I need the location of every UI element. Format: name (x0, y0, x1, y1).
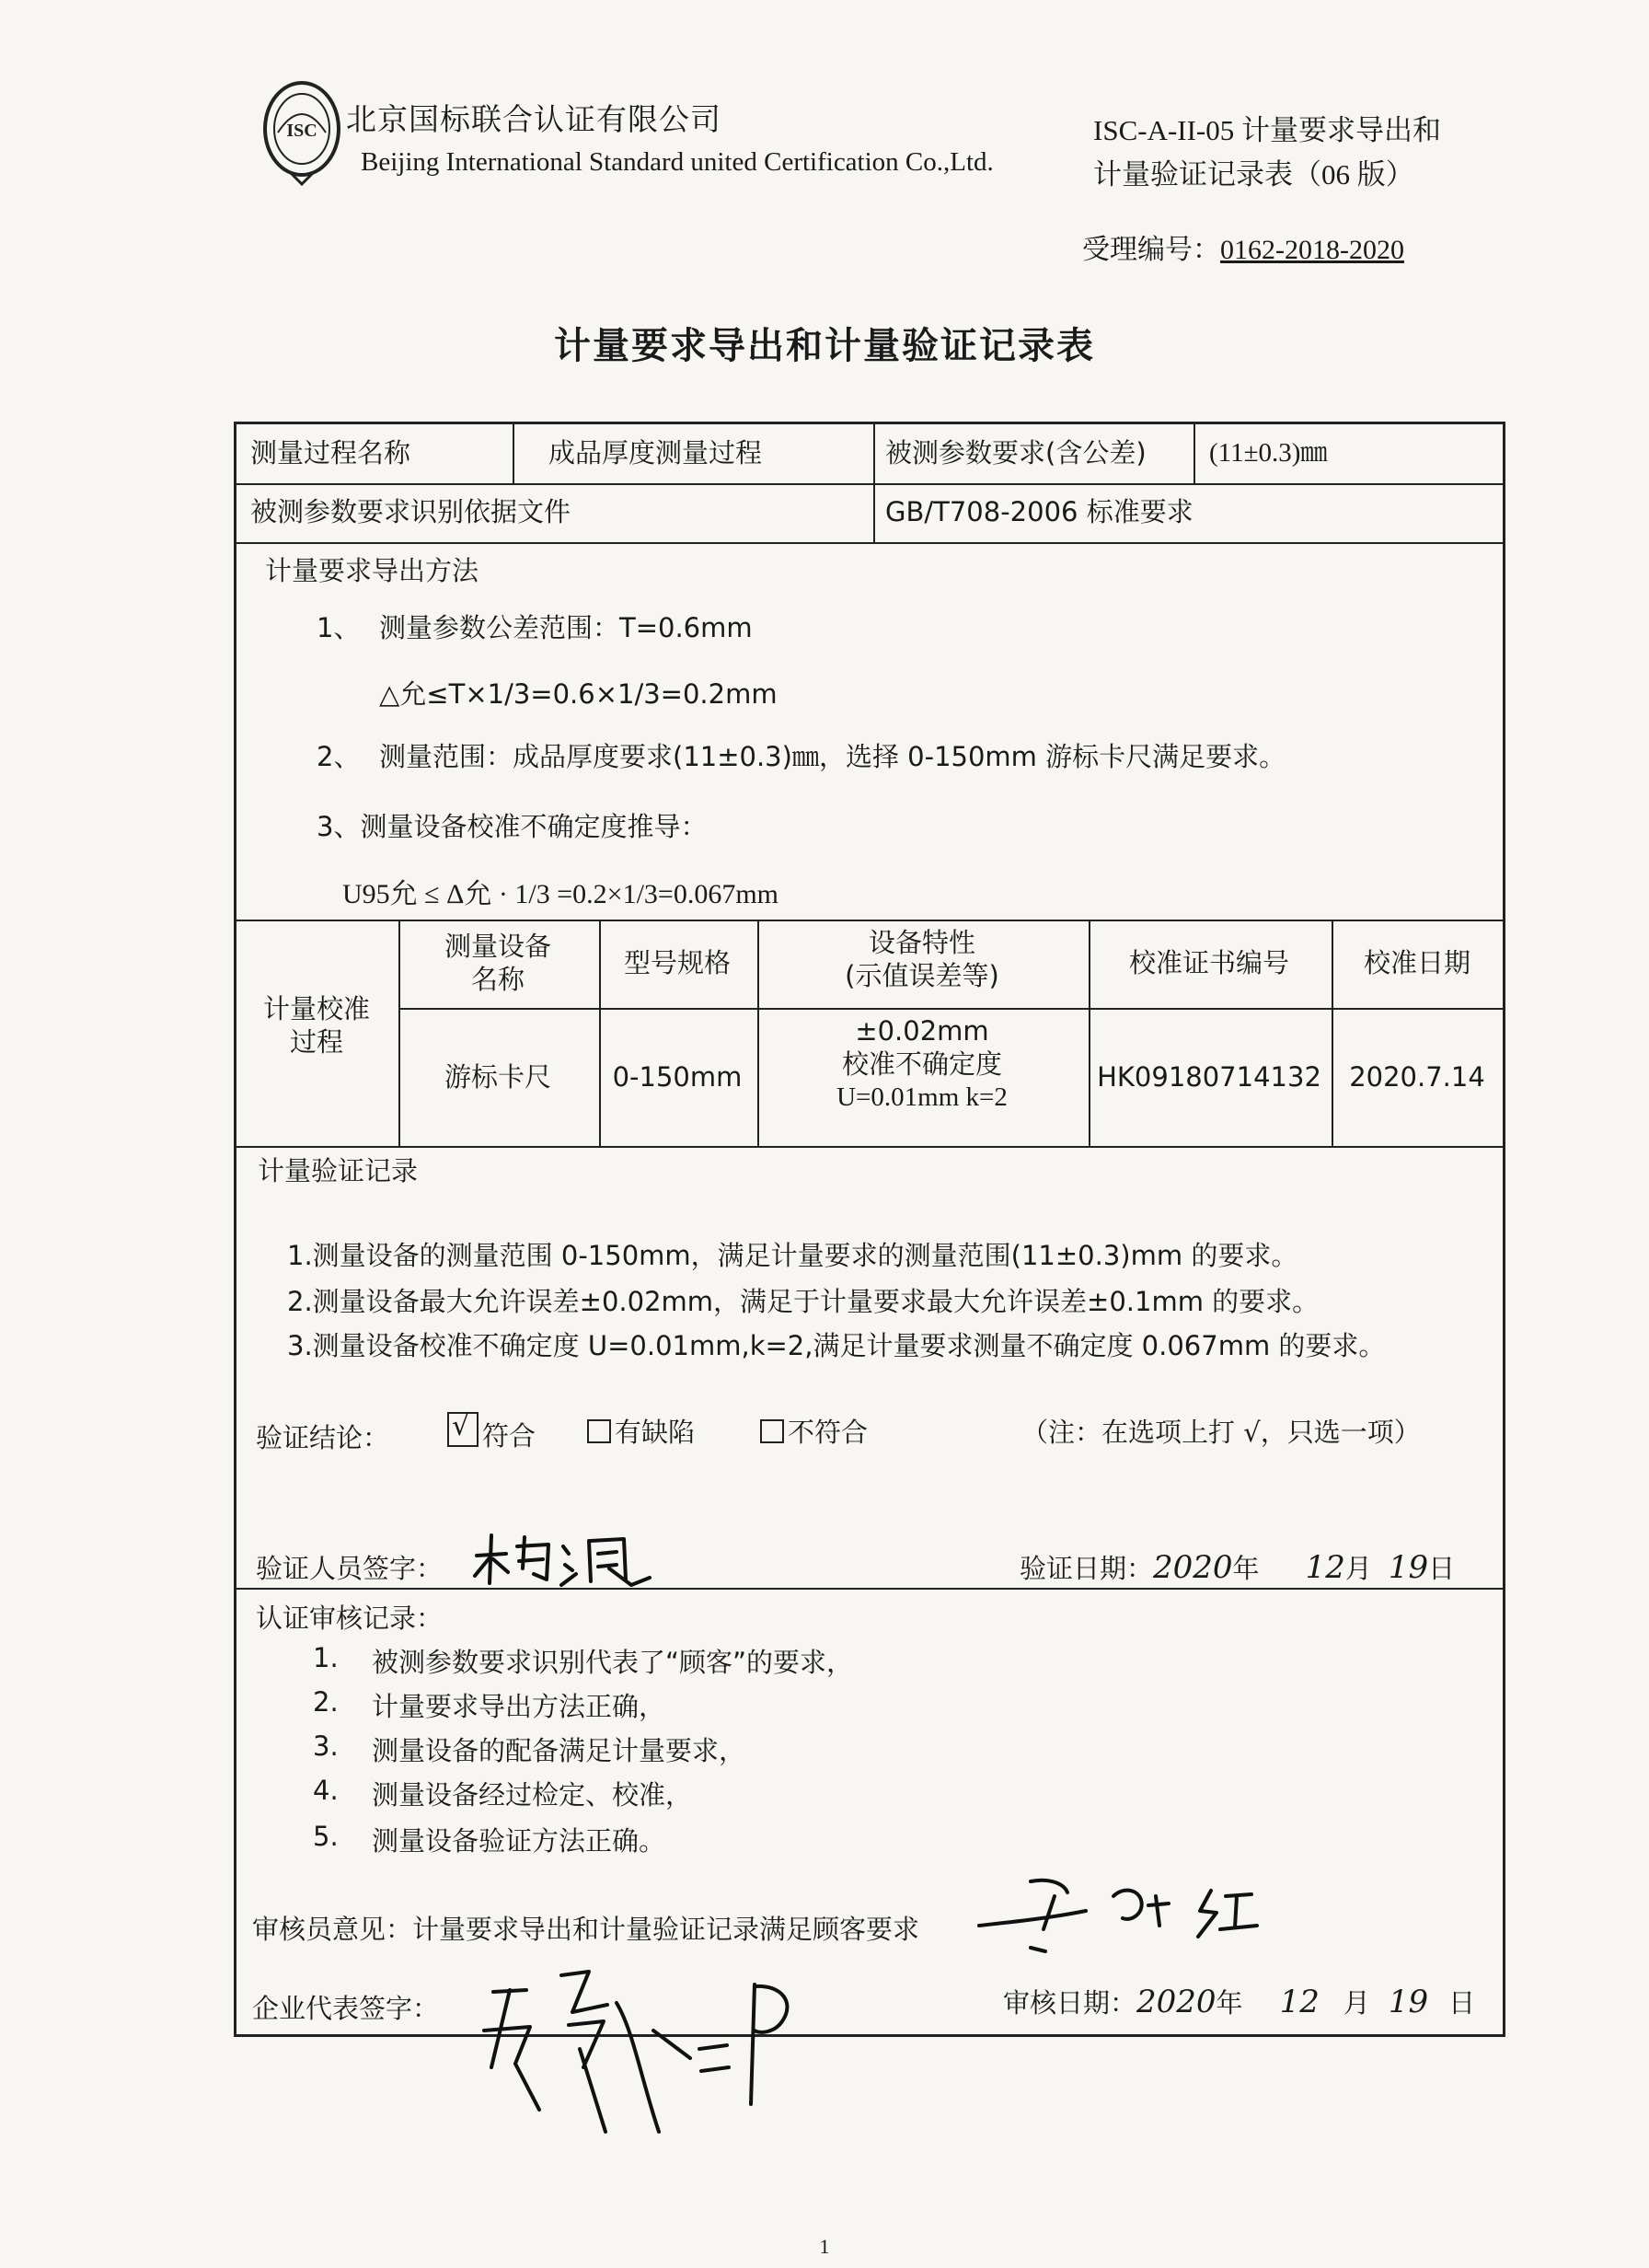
derivation-item-1-number: 1、 (317, 612, 361, 643)
derivation-item-3: 3、测量设备校准不确定度推导： (317, 811, 708, 842)
header-device-line1: 测量设备 (444, 931, 551, 962)
review-item-5-number: 5. (313, 1821, 339, 1852)
header-char-line2: (示值误差等) (845, 960, 999, 991)
char-uncertainty-label: 校准不确定度 (841, 1048, 1002, 1080)
verification-year-unit: 年 (1232, 1553, 1260, 1584)
header-device-line2: 名称 (470, 964, 525, 995)
acceptance-value: 0162-2018-2020 (1220, 235, 1404, 265)
review-item-1: 被测参数要求识别代表了“顾客”的要求， (372, 1647, 854, 1678)
verification-day-unit: 日 (1428, 1553, 1456, 1584)
isc-logo (259, 77, 344, 186)
header-device-name (398, 930, 598, 996)
calibration-label-line2: 过程 (289, 1026, 343, 1058)
row-divider (236, 920, 1505, 921)
row-divider (236, 483, 1505, 485)
svg-text:ISC: ISC (286, 121, 317, 141)
derivation-item-2-number: 2、 (317, 741, 361, 772)
verification-item-1: 1.测量设备的测量范围 0-150mm，满足计量要求的测量范围(11±0.3)mm 的要求。 (287, 1240, 1298, 1271)
review-item-4: 测量设备经过检定、校准， (372, 1779, 693, 1811)
verification-date (1020, 1548, 1455, 1586)
verification-date-day: 19 (1388, 1549, 1429, 1586)
form-code-line1: ISC-A-II-05 计量要求导出和 (1093, 114, 1441, 146)
col-divider (1194, 424, 1195, 483)
device-name-cell: 游标卡尺 (444, 1061, 551, 1093)
option-conform-label: 符合 (482, 1420, 536, 1452)
checkbox-icon[interactable] (587, 1419, 611, 1443)
option-defect-label: 有缺陷 (615, 1417, 696, 1448)
process-name-label: 测量过程名称 (250, 437, 411, 469)
certificate-number-cell: HK09180714132 (1097, 1061, 1321, 1093)
acceptance-number (1082, 226, 1404, 267)
selection-note: （注：在选项上打 √，只选一项） (1021, 1417, 1421, 1448)
verification-date-label: 验证日期： (1020, 1553, 1154, 1584)
auditor-opinion-label: 审核员意见： (252, 1914, 413, 1945)
verification-item-2: 2.测量设备最大允许误差±0.02mm，满足于计量要求最大允许误差±0.1mm 的要求。 (287, 1286, 1320, 1317)
form-code (1093, 109, 1441, 197)
calibration-date-cell: 2020.7.14 (1349, 1061, 1485, 1093)
header-model: 型号规格 (623, 947, 731, 978)
row-divider (236, 542, 1505, 544)
company-rep-signature-label: 企业代表签字： (252, 1993, 440, 2024)
formula-allowed-error: △允≤T×1/3=0.6×1/3=0.2mm (379, 678, 778, 710)
auditor-signature (975, 1869, 1279, 1970)
row-divider (236, 1146, 1505, 1148)
acceptance-label: 受理编号： (1082, 234, 1220, 266)
header-certificate-number: 校准证书编号 (1128, 947, 1289, 978)
review-date-label: 审核日期： (1003, 1987, 1137, 2019)
review-item-4-number: 4. (313, 1775, 339, 1806)
header-calibration-date: 校准日期 (1363, 947, 1470, 978)
review-heading: 认证审核记录： (256, 1603, 444, 1634)
process-name-value: 成品厚度测量过程 (548, 437, 763, 469)
review-item-2: 计量要求导出方法正确， (372, 1691, 666, 1722)
document-title: 计量要求导出和计量验证记录表 (554, 325, 1095, 367)
verification-item-3: 3.测量设备校准不确定度 U=0.01mm,k=2,满足计量要求测量不确定度 0.067mm 的要求。 (287, 1330, 1386, 1361)
verification-month-unit: 月 (1344, 1553, 1372, 1584)
derivation-item-1: 测量参数公差范围：T=0.6mm (379, 612, 753, 643)
verification-date-month: 12 (1305, 1549, 1345, 1586)
characteristics-cell (756, 1014, 1088, 1114)
company-name-cn: 北京国标联合认证有限公司 (346, 101, 721, 137)
calibration-section-label (236, 992, 398, 1059)
review-month-unit: 月 (1343, 1987, 1370, 2019)
verification-date-year: 2020 (1153, 1549, 1233, 1586)
option-nonconform-label: 不符合 (788, 1417, 869, 1448)
basis-document-value: GB/T708-2006 标准要求 (885, 496, 1194, 527)
auditor-opinion-text: 计量要求导出和计量验证记录满足顾客要求 (412, 1914, 920, 1945)
review-item-3: 测量设备的配备满足计量要求， (372, 1735, 746, 1766)
review-item-3-number: 3. (313, 1730, 339, 1762)
derivation-item-2: 测量范围：成品厚度要求(11±0.3)㎜，选择 0-150mm 游标卡尺满足要求。 (379, 741, 1286, 772)
auditor-opinion (252, 1909, 919, 1947)
review-date-day: 19 (1388, 1984, 1429, 2020)
conclusion-label: 验证结论： (256, 1422, 390, 1453)
company-rep-signature (479, 1948, 847, 2150)
parameter-requirement-label: 被测参数要求(含公差) (885, 437, 1147, 469)
basis-document-label: 被测参数要求识别依据文件 (250, 496, 571, 527)
calibration-label-line1: 计量校准 (262, 993, 370, 1024)
review-item-1-number: 1. (313, 1642, 339, 1673)
row-divider (398, 1008, 1505, 1010)
verification-heading: 计量验证记录 (258, 1155, 419, 1186)
derivation-heading: 计量要求导出方法 (265, 555, 479, 586)
header-characteristics (756, 926, 1088, 992)
model-cell: 0-150mm (612, 1061, 743, 1093)
review-date-month: 12 (1279, 1984, 1320, 2020)
review-date-year: 2020 (1136, 1984, 1217, 2020)
company-name-en: Beijing International Standard united Certification Co.,Ltd. (361, 147, 994, 177)
char-uncertainty-value: U=0.01mm k=2 (836, 1082, 1008, 1112)
option-conform[interactable] (447, 1412, 536, 1453)
option-nonconform[interactable] (760, 1412, 868, 1450)
form-code-line2: 计量验证记录表（06 版） (1093, 158, 1414, 191)
review-item-5: 测量设备验证方法正确。 (372, 1825, 666, 1857)
char-error: ±0.02mm (855, 1015, 989, 1047)
checkbox-icon[interactable] (760, 1419, 784, 1443)
formula-uncertainty: U95允 ≤ Δ允 · 1/3 =0.2×1/3=0.067mm (342, 879, 779, 909)
review-date (1003, 1983, 1475, 2020)
review-day-unit: 日 (1448, 1987, 1476, 2019)
row-divider (236, 1588, 1505, 1590)
review-year-unit: 年 (1216, 1987, 1243, 2019)
parameter-requirement-value: (11±0.3)㎜ (1209, 438, 1328, 468)
page-number: 1 (819, 2235, 830, 2258)
verifier-signature-label: 验证人员签字： (256, 1553, 444, 1584)
verifier-signature (469, 1528, 681, 1592)
checked-checkbox-icon[interactable] (447, 1412, 479, 1447)
review-item-2-number: 2. (313, 1686, 339, 1718)
col-divider (513, 424, 514, 483)
col-divider (873, 424, 875, 542)
option-defect[interactable] (587, 1412, 695, 1450)
header-char-line1: 设备特性 (868, 927, 975, 958)
